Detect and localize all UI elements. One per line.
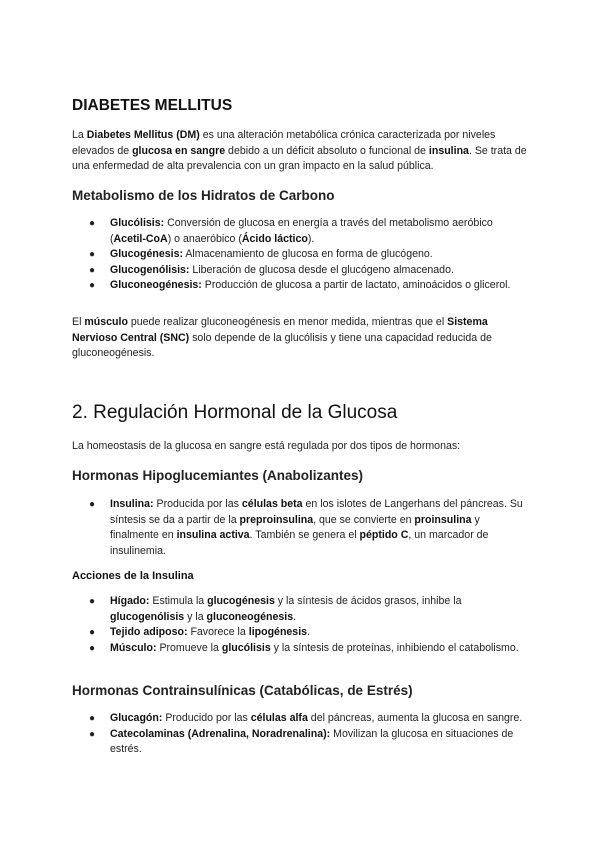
list-item: ● Gluconeogénesis: Producción de glucosa a partir de lactato, aminoácidos o glicerol. bbox=[72, 278, 528, 294]
insulin-actions-heading: Acciones de la Insulina bbox=[72, 570, 194, 582]
counter-regulatory-heading: Hormonas Contrainsulínicas (Catabólicas, de Estrés) bbox=[72, 683, 413, 698]
section-2-heading: 2. Regulación Hormonal de la Glucosa bbox=[72, 402, 398, 423]
list-item: ● Hígado: Estimula la glucogénesis y la síntesis de ácidos grasos, inhibe la glucogenólisis y la gluconeogénesis. bbox=[89, 595, 462, 623]
bullet-icon: ● bbox=[89, 280, 96, 291]
bullet-icon: ● bbox=[89, 499, 96, 510]
list-item: ● Glucogénesis: Almacenamiento de glucosa en forma de glucógeno. bbox=[72, 247, 528, 263]
list-item: ● Glucagón: Producido por las células alfa del páncreas, aumenta la glucosa en sangre. bbox=[72, 711, 528, 727]
insulin-actions-list bbox=[72, 594, 528, 656]
bullet-icon: ● bbox=[89, 596, 96, 607]
metabolism-list bbox=[72, 216, 528, 294]
bullet-icon: ● bbox=[89, 249, 96, 260]
bullet-icon: ● bbox=[89, 642, 96, 654]
bullet-icon: ● bbox=[89, 713, 96, 724]
document-title: DIABETES MELLITUS bbox=[72, 97, 233, 114]
list-item: ● Tejido adiposo: Favorece la lipogénesis. bbox=[72, 625, 528, 641]
intro-paragraph: La Diabetes Mellitus (DM) es una alteración metabólica crónica caracterizada por niveles elevados de glucosa en sangre debido a un déficit absoluto o funcional de insulina. Se trata de una enfermedad de alta prevalencia con un gran impacto en la salud pública. bbox=[72, 129, 527, 172]
list-item: ● Insulina: Producida por las células beta en los islotes de Langerhans del páncreas. Su síntesis se da a partir de la preproinsulina, que se convierte en proinsulina y finalmente en insulina activa. También se genera el péptido C, un marcador de insulinemia. bbox=[89, 498, 523, 557]
bullet-icon: ● bbox=[89, 218, 96, 229]
list-item: ● Glucólisis: Conversión de glucosa en energía a través del metabolismo aeróbico (Acetil-CoA) o anaeróbico (Ácido láctico). bbox=[89, 217, 493, 245]
metabolism-heading: Metabolismo de los Hidratos de Carbono bbox=[72, 188, 335, 203]
hypoglycemic-heading: Hormonas Hipoglucemiantes (Anabolizantes) bbox=[72, 468, 364, 483]
list-item: ● Glucogenólisis: Liberación de glucosa desde el glucógeno almacenado. bbox=[72, 263, 528, 279]
bullet-icon: ● bbox=[89, 264, 96, 276]
counter-regulatory-list bbox=[72, 711, 528, 758]
bullet-icon: ● bbox=[89, 627, 96, 638]
section-2-intro: La homeostasis de la glucosa en sangre está regulada por dos tipos de hormonas: bbox=[72, 440, 461, 452]
metabolism-note: El músculo puede realizar gluconeogénesis en menor medida, mientras que el Sistema Nervioso Central (SNC) solo depende de la glucólisis y tiene una capacidad reducida de gluconeogénesis. bbox=[72, 316, 492, 359]
hypoglycemic-list bbox=[72, 497, 528, 559]
bullet-icon: ● bbox=[89, 728, 96, 740]
list-item: ● Catecolaminas (Adrenalina, Noradrenalina): Movilizan la glucosa en situaciones de estrés. bbox=[89, 727, 514, 755]
list-item: ● Músculo: Promueve la glucólisis y la síntesis de proteínas, inhibiendo el catabolismo. bbox=[72, 641, 528, 657]
